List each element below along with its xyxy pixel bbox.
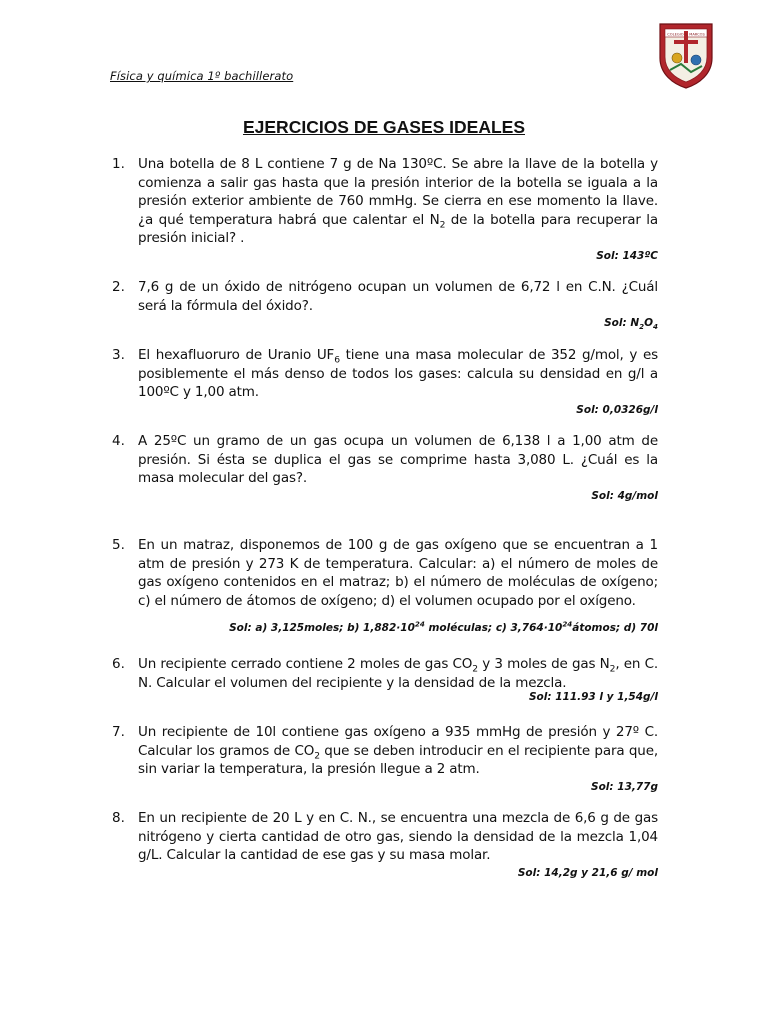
exercise-text: Un recipiente cerrado contiene 2 moles de gas $CO_2$ y 3 moles de gas $N_2$, en C. N. Calcular el volumen del recipiente y la densidad de la mezcla. <box>138 656 658 691</box>
subject-header: Física y química 1º bachillerato <box>110 69 294 83</box>
exercise-item <box>112 432 658 502</box>
document-title: EJERCICIOS DE GASES IDEALES <box>242 117 525 137</box>
exercise-text: Una botella de 8 L contiene 7 g de Na 130ºC. Se abre la llave de la botella y comienza a salir gas hasta que la presión interior de la botella se iguala a la presión exterior ambiente de 760 mmHg. Se cierra en ese momento la llave. ¿a qué temperatura habrá que calentar el $N_2$ de la botella para recuperar la presión inicial? . <box>138 156 658 246</box>
crest-lettering: COLEGIO S. MARCOS <box>667 32 705 37</box>
exercise-item <box>112 655 658 703</box>
exercise-text: El hexafluoruro de Uranio $UF_6$ tiene una masa molecular de 352 g/mol, y es posiblemente el más denso de todos los gases: calcula su densidad en g/l a 100ºC y 1,00 atm. <box>138 347 658 400</box>
exercise-solution: Sol: 13,77g <box>591 780 658 793</box>
exercise-item <box>112 278 658 332</box>
exercise-number: 6. <box>112 656 125 672</box>
exercise-solution: Sol: 14,2g y 21,6 g/ mol <box>517 866 658 879</box>
exercise-number: 8. <box>112 810 125 826</box>
exercise-number: 3. <box>112 347 125 363</box>
school-crest-logo <box>657 20 715 90</box>
exercise-solution: Sol: $N_2O_4$ <box>604 317 658 332</box>
exercise-number: 4. <box>112 433 125 449</box>
exercise-solution: Sol: 143ºC <box>596 249 658 262</box>
exercise-number: 2. <box>112 279 125 295</box>
exercise-number: 5. <box>112 537 125 553</box>
exercise-number: 7. <box>112 724 125 740</box>
exercise-solution: Sol: a) 3,125moles; b) $1,882\cdot 10^{24}$ moléculas; c) $3,764\cdot 10^{24}átomos$; d) 70l <box>229 619 658 634</box>
exercise-item <box>112 346 658 416</box>
exercise-text: 7,6 g de un óxido de nitrógeno ocupan un volumen de 6,72 l en C.N. ¿Cuál será la fórmula del óxido?. <box>138 279 658 314</box>
exercise-solution: Sol: 4g/mol <box>591 489 658 502</box>
exercise-item <box>112 536 658 634</box>
exercise-item <box>112 723 658 793</box>
exercise-text: A 25ºC un gramo de un gas ocupa un volumen de 6,138 l a 1,00 atm de presión. Si ésta se duplica el gas se comprime hasta 3,080 L. ¿Cuál es la masa molecular del gas?. <box>138 433 658 486</box>
exercise-solution: Sol: 111.93 l y 1,54g/l <box>528 691 658 703</box>
exercise-text: En un recipiente de 20 L y en C. N., se encuentra una mezcla de 6,6 g de gas nitrógeno y cierta cantidad de otro gas, siendo la densidad de la mezcla 1,04 g/L. Calcular la cantidad de ese gas y su masa molar. <box>138 810 658 863</box>
exercise-item <box>112 809 658 879</box>
exercise-item <box>112 155 658 262</box>
exercise-solution: Sol: 0,0326g/l <box>576 403 658 416</box>
exercise-text: En un matraz, disponemos de 100 g de gas oxígeno que se encuentran a 1 atm de presión y 273 K de temperatura. Calcular: a) el número de moles de gas oxígeno contenidos en el matraz; b) el número de moléculas de oxígeno; c) el número de átomos de oxígeno; d) el volumen ocupado por el oxígeno. <box>138 537 658 609</box>
exercise-text: Un recipiente de 10l contiene gas oxígeno a 935 mmHg de presión y 27º C. Calcular los gramos de $CO_2$ que se deben introducir en el recipiente para que, sin variar la temperatura, la presión llegue a 2 atm. <box>138 724 658 777</box>
exercise-number: 1. <box>112 156 125 172</box>
